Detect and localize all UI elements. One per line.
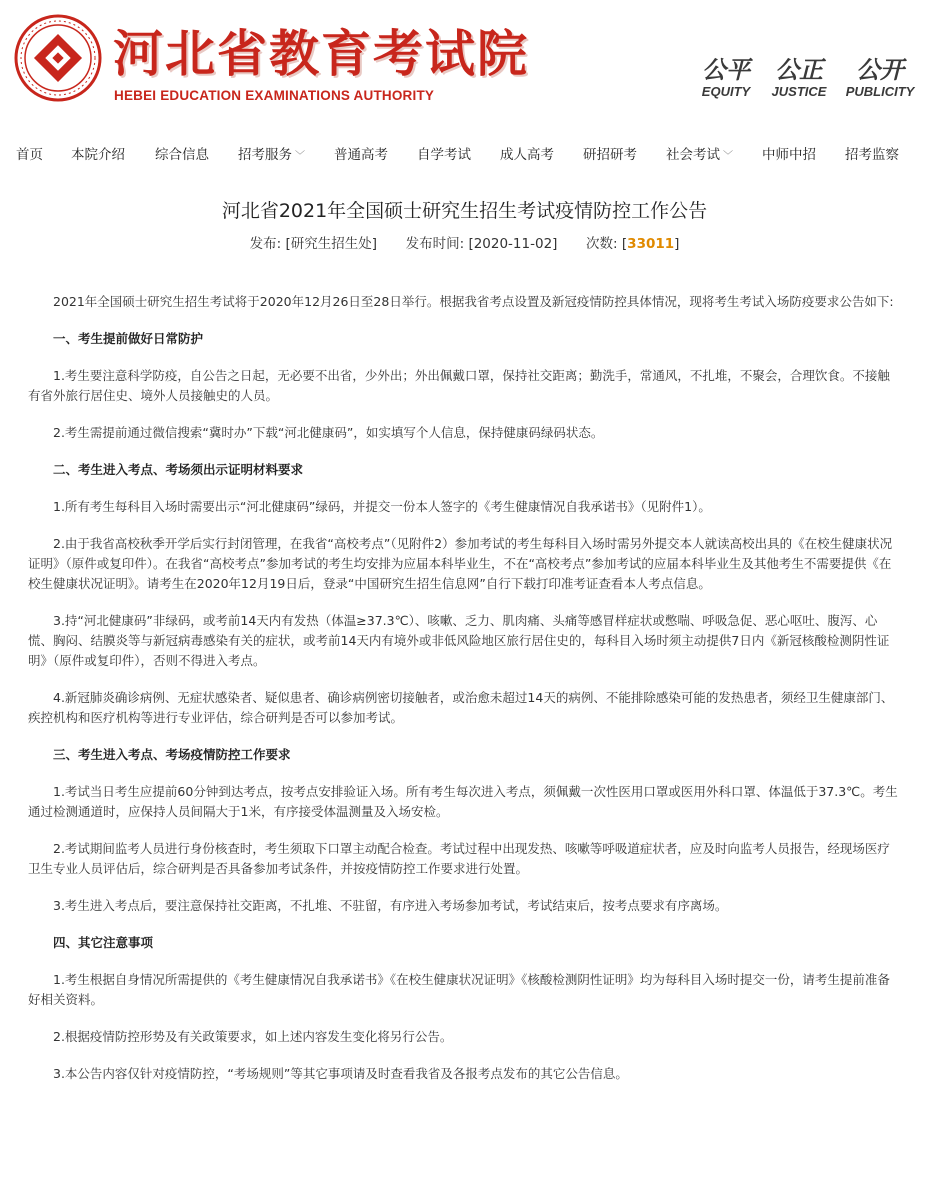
chevron-down-icon: ﹀: [295, 151, 305, 162]
nav-item-general-info[interactable]: [155, 140, 209, 170]
nav-item-label: 招考监察: [845, 147, 899, 163]
motto-en: PUBLICITY: [845, 84, 915, 99]
section-heading: 四、其它注意事项: [53, 935, 154, 950]
article-paragraph: 3.考生进入考点后，要注意保持社交距离，不扎堆、不驻留，有序进入考场参加考试，考试结束后，按考点要求有序离场。: [53, 898, 728, 913]
chevron-down-icon: ﹀: [723, 151, 733, 162]
nav-item-normal-school[interactable]: [762, 140, 816, 170]
article-paragraph: 3.持“河北健康码”非绿码，或考前14天内有发热（体温≥37.3℃）、咳嗽、乏力、肌肉痛、头痛等感冒样症状或憋喘、呼吸急促、恶心呕吐、腹泻、心慌、胸闷、结膜炎等与新冠病毒感染有关的症状，或考前14天内有境外或非低风险地区旅行居住史的，每科目入场时须主动提供7日内《新冠核酸检测阴性证明》（原件或复印件），否则不得进入考点。: [28, 613, 890, 668]
nav-item-social-exams[interactable]: [666, 140, 733, 170]
nav-item-label: 成人高考: [500, 147, 554, 163]
motto-equity: [695, 56, 757, 100]
nav-item-label: 社会考试: [666, 147, 720, 163]
site-header: [0, 0, 929, 130]
article-paragraph: 2.考生需提前通过微信搜索“冀时办”下载“河北健康码”，如实填写个人信息，保持健康码绿码状态。: [53, 425, 604, 440]
article-paragraph: 3.本公告内容仅针对疫情防控，“考场规则”等其它事项请及时查看我省及各报考点发布的其它公告信息。: [53, 1066, 628, 1081]
nav-item-adult-exam[interactable]: [500, 140, 554, 170]
section-heading: 二、考生进入考点、考场须出示证明材料要求: [53, 462, 304, 477]
nav-item-supervision[interactable]: [845, 140, 899, 170]
nav-item-label: 综合信息: [155, 147, 209, 163]
motto-en: EQUITY: [701, 84, 751, 99]
article-paragraph: 1.考生要注意科学防疫，自公告之日起，无必要不出省，少外出；外出佩戴口罩，保持社交距离；勤洗手，常通风，不扎堆，不聚会，合理饮食。不接触有省外旅行居住史、境外人员接触史的人员。: [28, 368, 890, 403]
section-heading: 一、考生提前做好日常防护: [53, 331, 204, 346]
section-heading: 三、考生进入考点、考场疫情防控工作要求: [53, 747, 291, 762]
nav-item-label: 自学考试: [417, 147, 471, 163]
nav-item-about[interactable]: [71, 140, 125, 170]
article-paragraph: 2.由于我省高校秋季开学后实行封闭管理，在我省“高校考点”（见附件2）参加考试的考生每科目入场时需另外提交本人就读高校出具的《在校生健康状况证明》（原件或复印件）。在我省“高校考点”参加考试的考生均安排为应届本科毕业生，不在“高校考点”参加考试的应届本科毕业生及其他考生不需要提供《在校生健康状况证明》。请考生在2020年12月19日后，登录“中国研究生招生信息网”自行下载打印准考证查看本人考点信息。: [28, 536, 893, 591]
publish-date-value: [2020-11-02]: [468, 236, 558, 252]
view-count-bracket: [: [621, 236, 628, 252]
publish-date-label: 发布时间:: [405, 236, 465, 252]
site-logo-title[interactable]: 河北省教育考试院: [113, 25, 529, 83]
nav-item-label: 研招研考: [583, 147, 637, 163]
nav-item-label: 首页: [16, 147, 43, 163]
motto-cn: 公开: [856, 56, 904, 84]
nav-item-label: 普通高考: [334, 147, 388, 163]
nav-item-self-study-exam[interactable]: [417, 140, 471, 170]
article-intro: 2021年全国硕士研究生招生考试将于2020年12月26日至28日举行。根据我省考点设置及新冠疫情防控具体情况，现将考生考试入场防疫要求公告如下:: [53, 294, 894, 309]
view-count-label: 次数:: [586, 236, 618, 252]
nav-item-graduate-exam[interactable]: [583, 140, 637, 170]
motto-cn: 公正: [775, 56, 823, 84]
article-paragraph: 2.考试期间监考人员进行身份核查时，考生须取下口罩主动配合检查。考试过程中出现发热、咳嗽等呼吸道症状者，应及时向监考人员报告，经现场医疗卫生专业人员评估后，综合研判是否具备参加考试条件，并按疫情防控工作要求进行处置。: [28, 841, 890, 876]
article-paragraph: 4.新冠肺炎确诊病例、无症状感染者、疑似患者、确诊病例密切接触者，或治愈未超过14天的病例、不能排除感染可能的发热患者，须经卫生健康部门、疾控机构和医疗机构等进行专业评估，综合研判是否可以参加考试。: [28, 690, 894, 725]
main-nav: [0, 140, 929, 170]
nav-item-gaokao[interactable]: [334, 140, 388, 170]
view-count-bracket: ]: [674, 236, 680, 252]
nav-item-label: 招考服务: [238, 147, 292, 163]
site-logo-subtitle: HEBEI EDUCATION EXAMINATIONS AUTHORITY: [114, 88, 435, 103]
authority-emblem-icon[interactable]: [14, 14, 102, 102]
motto-en: JUSTICE: [771, 84, 827, 99]
motto-publicity: [842, 56, 918, 100]
view-count-value: 33011: [627, 236, 675, 252]
article-title: 河北省2021年全国硕士研究生招生考试疫情防控工作公告: [221, 200, 708, 222]
article-paragraph: 2.根据疫情防控形势及有关政策要求，如上述内容发生变化将另行公告。: [53, 1029, 453, 1044]
motto-justice: [766, 56, 832, 100]
publisher-value: [研究生招生处]: [285, 236, 377, 252]
article-body: [28, 292, 902, 1084]
nav-item-home[interactable]: [16, 140, 43, 170]
article-meta: [0, 232, 929, 252]
publisher-label: 发布:: [249, 236, 282, 252]
nav-item-exam-services[interactable]: [238, 140, 305, 170]
article-paragraph: 1.所有考生每科目入场时需要出示“河北健康码”绿码，并提交一份本人签字的《考生健康情况自我承诺书》（见附件1）。: [53, 499, 711, 514]
motto-cn: 公平: [702, 56, 750, 84]
article-paragraph: 1.考试当日考生应提前60分钟到达考点，按考点安排验证入场。所有考生每次进入考点，须佩戴一次性医用口罩或医用外科口罩、体温低于37.3℃。考生通过检测通道时，应保持人员间隔大于1米，有序接受体温测量及入场安检。: [28, 784, 898, 819]
nav-item-label: 本院介绍: [71, 147, 125, 163]
article-paragraph: 1.考生根据自身情况所需提供的《考生健康情况自我承诺书》《在校生健康状况证明》《核酸检测阴性证明》均为每科目入场时提交一份，请考生提前准备好相关资料。: [28, 972, 890, 1007]
nav-item-label: 中师中招: [762, 147, 816, 163]
